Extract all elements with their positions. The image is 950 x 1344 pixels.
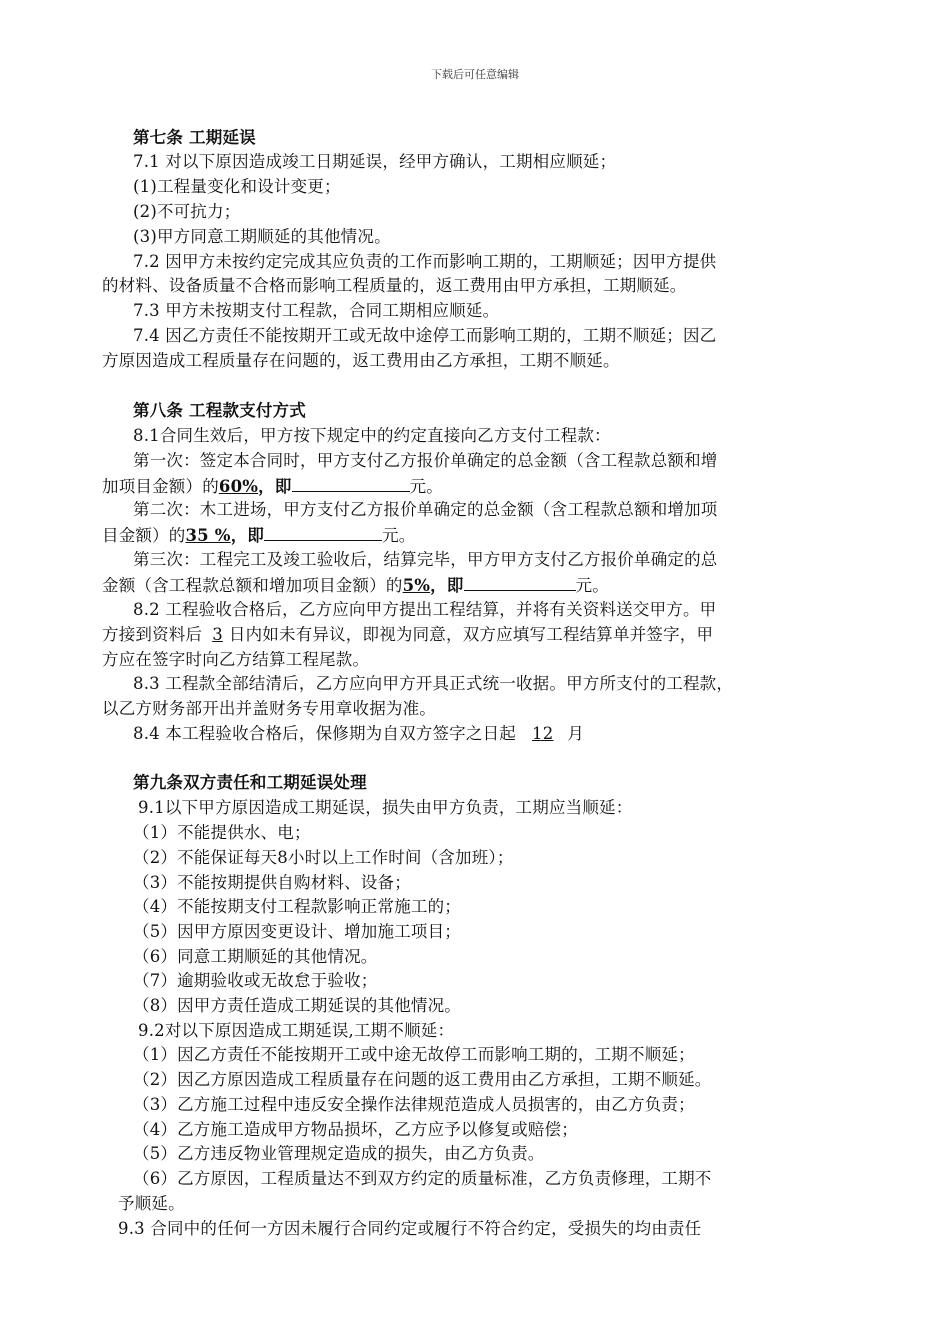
clause-7-1-item-3: (3)甲方同意工期顺延的其他情况。 [133, 227, 391, 246]
section-9-title: 第九条双方责任和工期延误处理 [133, 773, 367, 792]
clause-8-2-days: 3 [212, 625, 223, 644]
clause-9-1-item-3: （3）不能按期提供自购材料、设备； [133, 873, 411, 892]
payment-second-ji: ，即 [230, 526, 265, 545]
payment-first-prefix: 加项目金额）的 [102, 477, 219, 496]
clause-8-3-line-1: 8.3 工程款全部结清后，乙方应向甲方开具正式统一收据。甲方所支付的工程款， [133, 674, 734, 693]
payment-third-line-1: 第三次：工程完工及竣工验收后，结算完毕，甲方甲方支付乙方报价单确定的总 [133, 550, 718, 569]
payment-second-line-1: 第二次：木工进场，甲方支付乙方报价单确定的总金额（含工程款总额和增加项 [133, 500, 718, 519]
clause-9-3: 9.3 合同中的任何一方因未履行合同约定或履行不符合约定，受损失的均由责任 [118, 1219, 702, 1238]
payment-second-suffix: 元。 [382, 526, 416, 545]
clause-9-2-item-6-line-1: （6）乙方原因，工程质量达不到双方约定的质量标准，乙方负责修理，工期不 [133, 1169, 712, 1188]
clause-8-2-line-2 [102, 624, 713, 646]
clause-7-1-item-2: (2)不可抗力； [133, 202, 241, 221]
clause-9-1: 9.1以下甲方原因造成工期延误，损失由甲方负责，工期应当顺延： [138, 798, 633, 817]
payment-second-prefix: 目金额）的 [102, 526, 186, 545]
clause-8-3-line-2: 以乙方财务部开出并盖财务专用章收据为准。 [102, 699, 436, 718]
clause-8-2-suffix: 日内如未有异议，即视为同意，双方应填写工程结算单并签字，甲 [228, 625, 714, 644]
clause-7-2-line-2: 的材料、设备质量不合格而影响工程质量的，返工费用由甲方承担，工期顺延。 [102, 276, 687, 295]
clause-8-4-suffix: 月 [567, 724, 585, 743]
clause-8-4 [133, 723, 584, 745]
payment-second-amount-blank [264, 524, 382, 541]
clause-9-1-item-7: （7）逾期验收或无故怠于验收； [133, 971, 378, 990]
clause-9-1-item-5: （5）因甲方原因变更设计、增加施工项目； [133, 922, 461, 941]
clause-8-2-prefix: 方接到资料后 [102, 625, 203, 644]
clause-7-3: 7.3 甲方未按期支付工程款，合同工期相应顺延。 [133, 301, 500, 320]
payment-third-line-2 [102, 574, 609, 597]
payment-first-amount-blank [292, 475, 410, 492]
clause-9-1-item-4: （4）不能按期支付工程款影响正常施工的； [133, 897, 461, 916]
clause-9-2-item-1: （1）因乙方责任不能按期开工或中途无故停工而影响工期的，工期不顺延； [133, 1045, 695, 1064]
clause-9-1-item-6: （6）同意工期顺延的其他情况。 [133, 947, 378, 966]
clause-8-1: 8.1合同生效后，甲方按下规定中的约定直接向乙方支付工程款： [133, 426, 611, 445]
payment-third-prefix: 金额（含工程款总额和增加项目金额）的 [102, 576, 403, 595]
payment-first-line-1: 第一次：签定本合同时，甲方支付乙方报价单确定的总金额（含工程款总额和增 [133, 451, 718, 470]
clause-9-1-item-2: （2）不能保证每天8小时以上工作时间（含加班）； [133, 848, 514, 867]
clause-8-4-months: 12 [532, 724, 554, 743]
payment-second-line-2 [102, 524, 416, 547]
payment-second-percent: 35 % [185, 526, 231, 545]
clause-7-1-item-1: (1)工程量变化和设计变更； [133, 177, 341, 196]
clause-9-2-item-6-line-2: 予顺延。 [118, 1194, 185, 1213]
clause-7-4-line-1: 7.4 因乙方责任不能按期开工或无故中途停工而影响工期的，工期不顺延；因乙 [133, 326, 717, 345]
clause-8-4-prefix: 8.4 本工程验收合格后，保修期为自双方签字之日起 [133, 724, 516, 743]
clause-8-2-line-1: 8.2 工程验收合格后，乙方应向甲方提出工程结算，并将有关资料送交甲方。甲 [133, 600, 717, 619]
clause-9-2: 9.2对以下原因造成工期延误,工期不顺延： [138, 1021, 455, 1040]
payment-first-ji: ，即 [258, 477, 292, 496]
payment-first-percent: 60% [218, 477, 259, 496]
payment-first-line-2 [102, 475, 443, 498]
clause-8-2-line-3: 方应在签字时向乙方结算工程尾款。 [102, 650, 370, 669]
clause-9-2-item-2: （2）因乙方原因造成工程质量存在问题的返工费用由乙方承担，工期不顺延。 [133, 1070, 712, 1089]
payment-third-percent: 5% [402, 576, 431, 595]
clause-7-1: 7.1 对以下原因造成竣工日期延误，经甲方确认，工期相应顺延； [133, 152, 617, 171]
clause-9-1-item-1: （1）不能提供水、电； [133, 823, 311, 842]
page-header: 下载后可任意编辑 [431, 68, 519, 81]
clause-9-2-item-4: （4）乙方施工造成甲方物品损坏，乙方应予以修复或赔偿； [133, 1120, 578, 1139]
payment-third-suffix: 元。 [575, 576, 609, 595]
section-8-title: 第八条 工程款支付方式 [133, 401, 306, 420]
clause-7-4-line-2: 方原因造成工程质量存在问题的，返工费用由乙方承担，工期不顺延。 [102, 351, 620, 370]
payment-third-ji: ，即 [430, 576, 464, 595]
clause-7-2-line-1: 7.2 因甲方未按约定完成其应负责的工作而影响工期的，工期顺延；因甲方提供 [133, 252, 717, 271]
section-7-title: 第七条 工期延误 [133, 128, 256, 147]
clause-9-1-item-8: （8）因甲方责任造成工期延误的其他情况。 [133, 996, 461, 1015]
clause-9-2-item-5: （5）乙方违反物业管理规定造成的损失，由乙方负责。 [133, 1144, 545, 1163]
clause-9-2-item-3: （3）乙方施工过程中违反安全操作法律规范造成人员损害的，由乙方负责； [133, 1095, 695, 1114]
payment-first-suffix: 元。 [409, 477, 443, 496]
payment-third-amount-blank [464, 574, 576, 591]
